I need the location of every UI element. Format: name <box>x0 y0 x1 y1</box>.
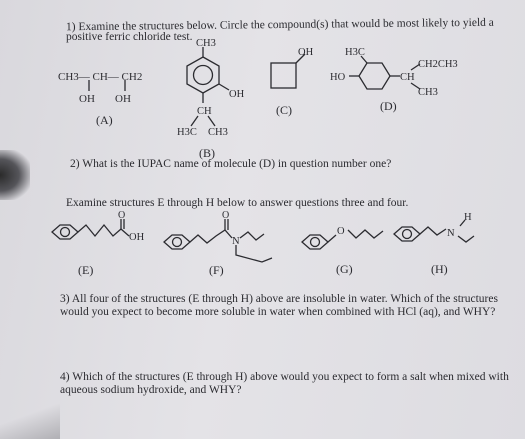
struct-h-aromatic-circle <box>403 230 412 239</box>
struct-a-oh-2: OH <box>115 93 131 105</box>
struct-b-ch: CH <box>197 106 212 117</box>
struct-d-h3c: H3C <box>345 47 365 58</box>
struct-e-aromatic-circle <box>61 228 70 237</box>
struct-f-chain <box>190 230 232 243</box>
question-3-line-2: would you expect to become more soluble in water when combined with HCl (aq), and WHY? <box>60 306 496 318</box>
question-2: 2) What is the IUPAC name of molecule (D) in question number one? <box>70 158 392 170</box>
struct-d-ch: CH <box>400 72 415 83</box>
struct-b-ring <box>187 57 219 93</box>
struct-f-aromatic-circle <box>173 238 182 247</box>
struct-g-bond-o <box>328 235 336 242</box>
struct-b-bond-ch3b <box>208 116 215 126</box>
struct-h-chain <box>420 227 446 235</box>
question-1-text: Examine the structures below. Circle the compound(s) that would be most likely to yield a <box>78 16 494 34</box>
struct-b-ch3-top: CH3 <box>196 38 216 49</box>
label-d: (D) <box>380 99 397 113</box>
struct-b-oh: OH <box>229 89 245 100</box>
struct-b-bond-h3c <box>191 116 198 126</box>
question-4-line-1: 4) Which of the structures (E through H) above would you expect to form a salt when mixed with <box>60 371 509 383</box>
struct-b-ch3-right: CH3 <box>208 127 228 138</box>
struct-c-ring <box>271 63 296 88</box>
label-c: (C) <box>276 103 292 117</box>
question-4-line-2: aqueous sodium hydroxide, and WHY? <box>60 384 242 396</box>
label-b: (B) <box>199 146 215 160</box>
struct-f-n: N <box>232 236 240 247</box>
label-g: (G) <box>336 262 353 276</box>
struct-d-ch2ch3: CH2CH3 <box>418 59 458 70</box>
struct-a-formula: CH3— CH— CH2 <box>58 71 143 83</box>
label-e: (E) <box>78 263 94 277</box>
struct-h-n: N <box>447 228 455 239</box>
struct-b-h3c: H3C <box>177 127 197 138</box>
struct-d-ch3: CH3 <box>418 87 438 98</box>
struct-f-n-chain-1 <box>240 232 264 240</box>
struct-b-bond-oh <box>219 84 229 90</box>
question-1-number: 1) <box>65 21 76 34</box>
struct-f-n-chain-2 <box>236 245 272 262</box>
struct-c-oh: OH <box>298 47 314 58</box>
struct-h-h: H <box>464 212 472 223</box>
question-1-line-2: positive ferric chloride test. <box>66 31 193 43</box>
label-f: (F) <box>209 263 224 277</box>
struct-e-o: O <box>118 210 126 221</box>
struct-e-bond-oh <box>121 229 129 236</box>
label-a: (A) <box>96 113 113 127</box>
instructions-e-h: Examine structures E through H below to answer questions three and four. <box>66 197 409 209</box>
question-3-line-1: 3) All four of the structures (E through H) above are insoluble in water. Which of the structures <box>60 293 498 305</box>
struct-d-ho: HO <box>330 72 346 83</box>
struct-h-n-chain <box>458 236 474 242</box>
label-h: (H) <box>431 262 448 276</box>
struct-a-oh-1: OH <box>79 93 95 105</box>
struct-f-o: O <box>222 210 230 221</box>
struct-e-chain <box>78 225 121 236</box>
struct-e-oh: OH <box>129 232 145 243</box>
struct-b-aromatic-circle <box>194 66 213 85</box>
struct-g-aromatic-circle <box>311 238 320 247</box>
struct-g-chain <box>348 230 383 238</box>
struct-d-ring <box>359 63 390 89</box>
struct-g-o: O <box>337 226 345 237</box>
